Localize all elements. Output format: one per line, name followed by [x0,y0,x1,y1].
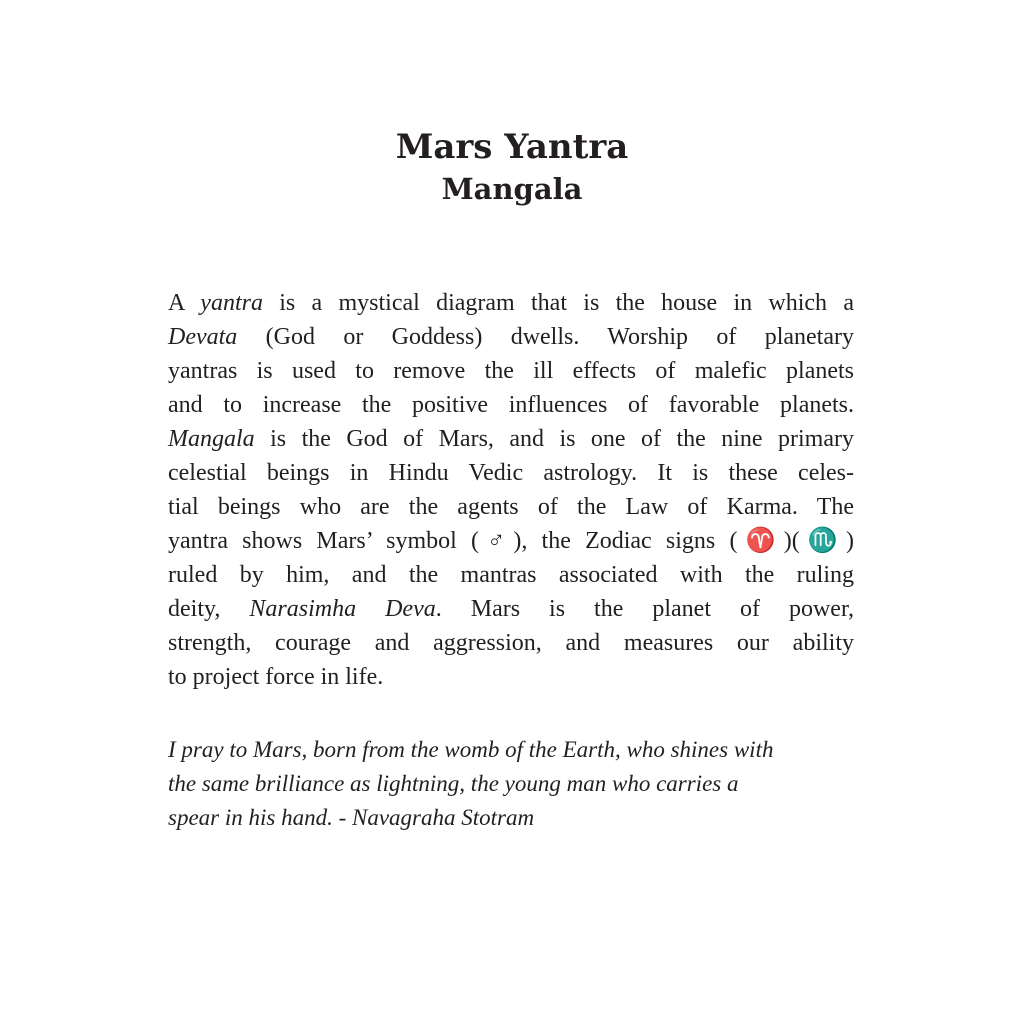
paragraph-line: Devata (God or Goddess) dwells. Worship of planetary [168,324,854,350]
paragraph-line: A yantra is a mystical diagram that is the house in which a [168,290,854,316]
paragraph-line: Mangala is the God of Mars, and is one of the nine primary [168,426,854,452]
paragraph-line: ruled by him, and the mantras associated with the ruling [168,562,854,588]
paragraph-line: yantras is used to remove the ill effects of malefic planets [168,358,854,384]
description-paragraph [168,286,854,694]
page-subtitle: Mangala [441,172,583,206]
paragraph-line: strength, courage and aggression, and measures our ability [168,630,854,656]
paragraph-line: deity, Narasimha Deva. Mars is the planet of power, [168,596,854,622]
paragraph-line: tial beings who are the agents of the Law of Karma. The [168,494,854,520]
quote-line: spear in his hand. - Navagraha Stotram [168,805,535,830]
paragraph-line: yantra shows Mars’ symbol (♂), the Zodiac signs (♈)(♏) [168,528,854,554]
page-title: Mars Yantra [395,127,629,167]
paragraph-line: to project force in life. [168,664,384,690]
quote-block [168,733,868,835]
quote-line: the same brilliance as lightning, the young man who carries a [168,771,739,796]
paragraph-line: celestial beings in Hindu Vedic astrology. It is these celes- [168,460,854,486]
quote-line: I pray to Mars, born from the womb of the Earth, who shines with [168,737,774,762]
paragraph-line: and to increase the positive influences of favorable planets. [168,392,854,418]
